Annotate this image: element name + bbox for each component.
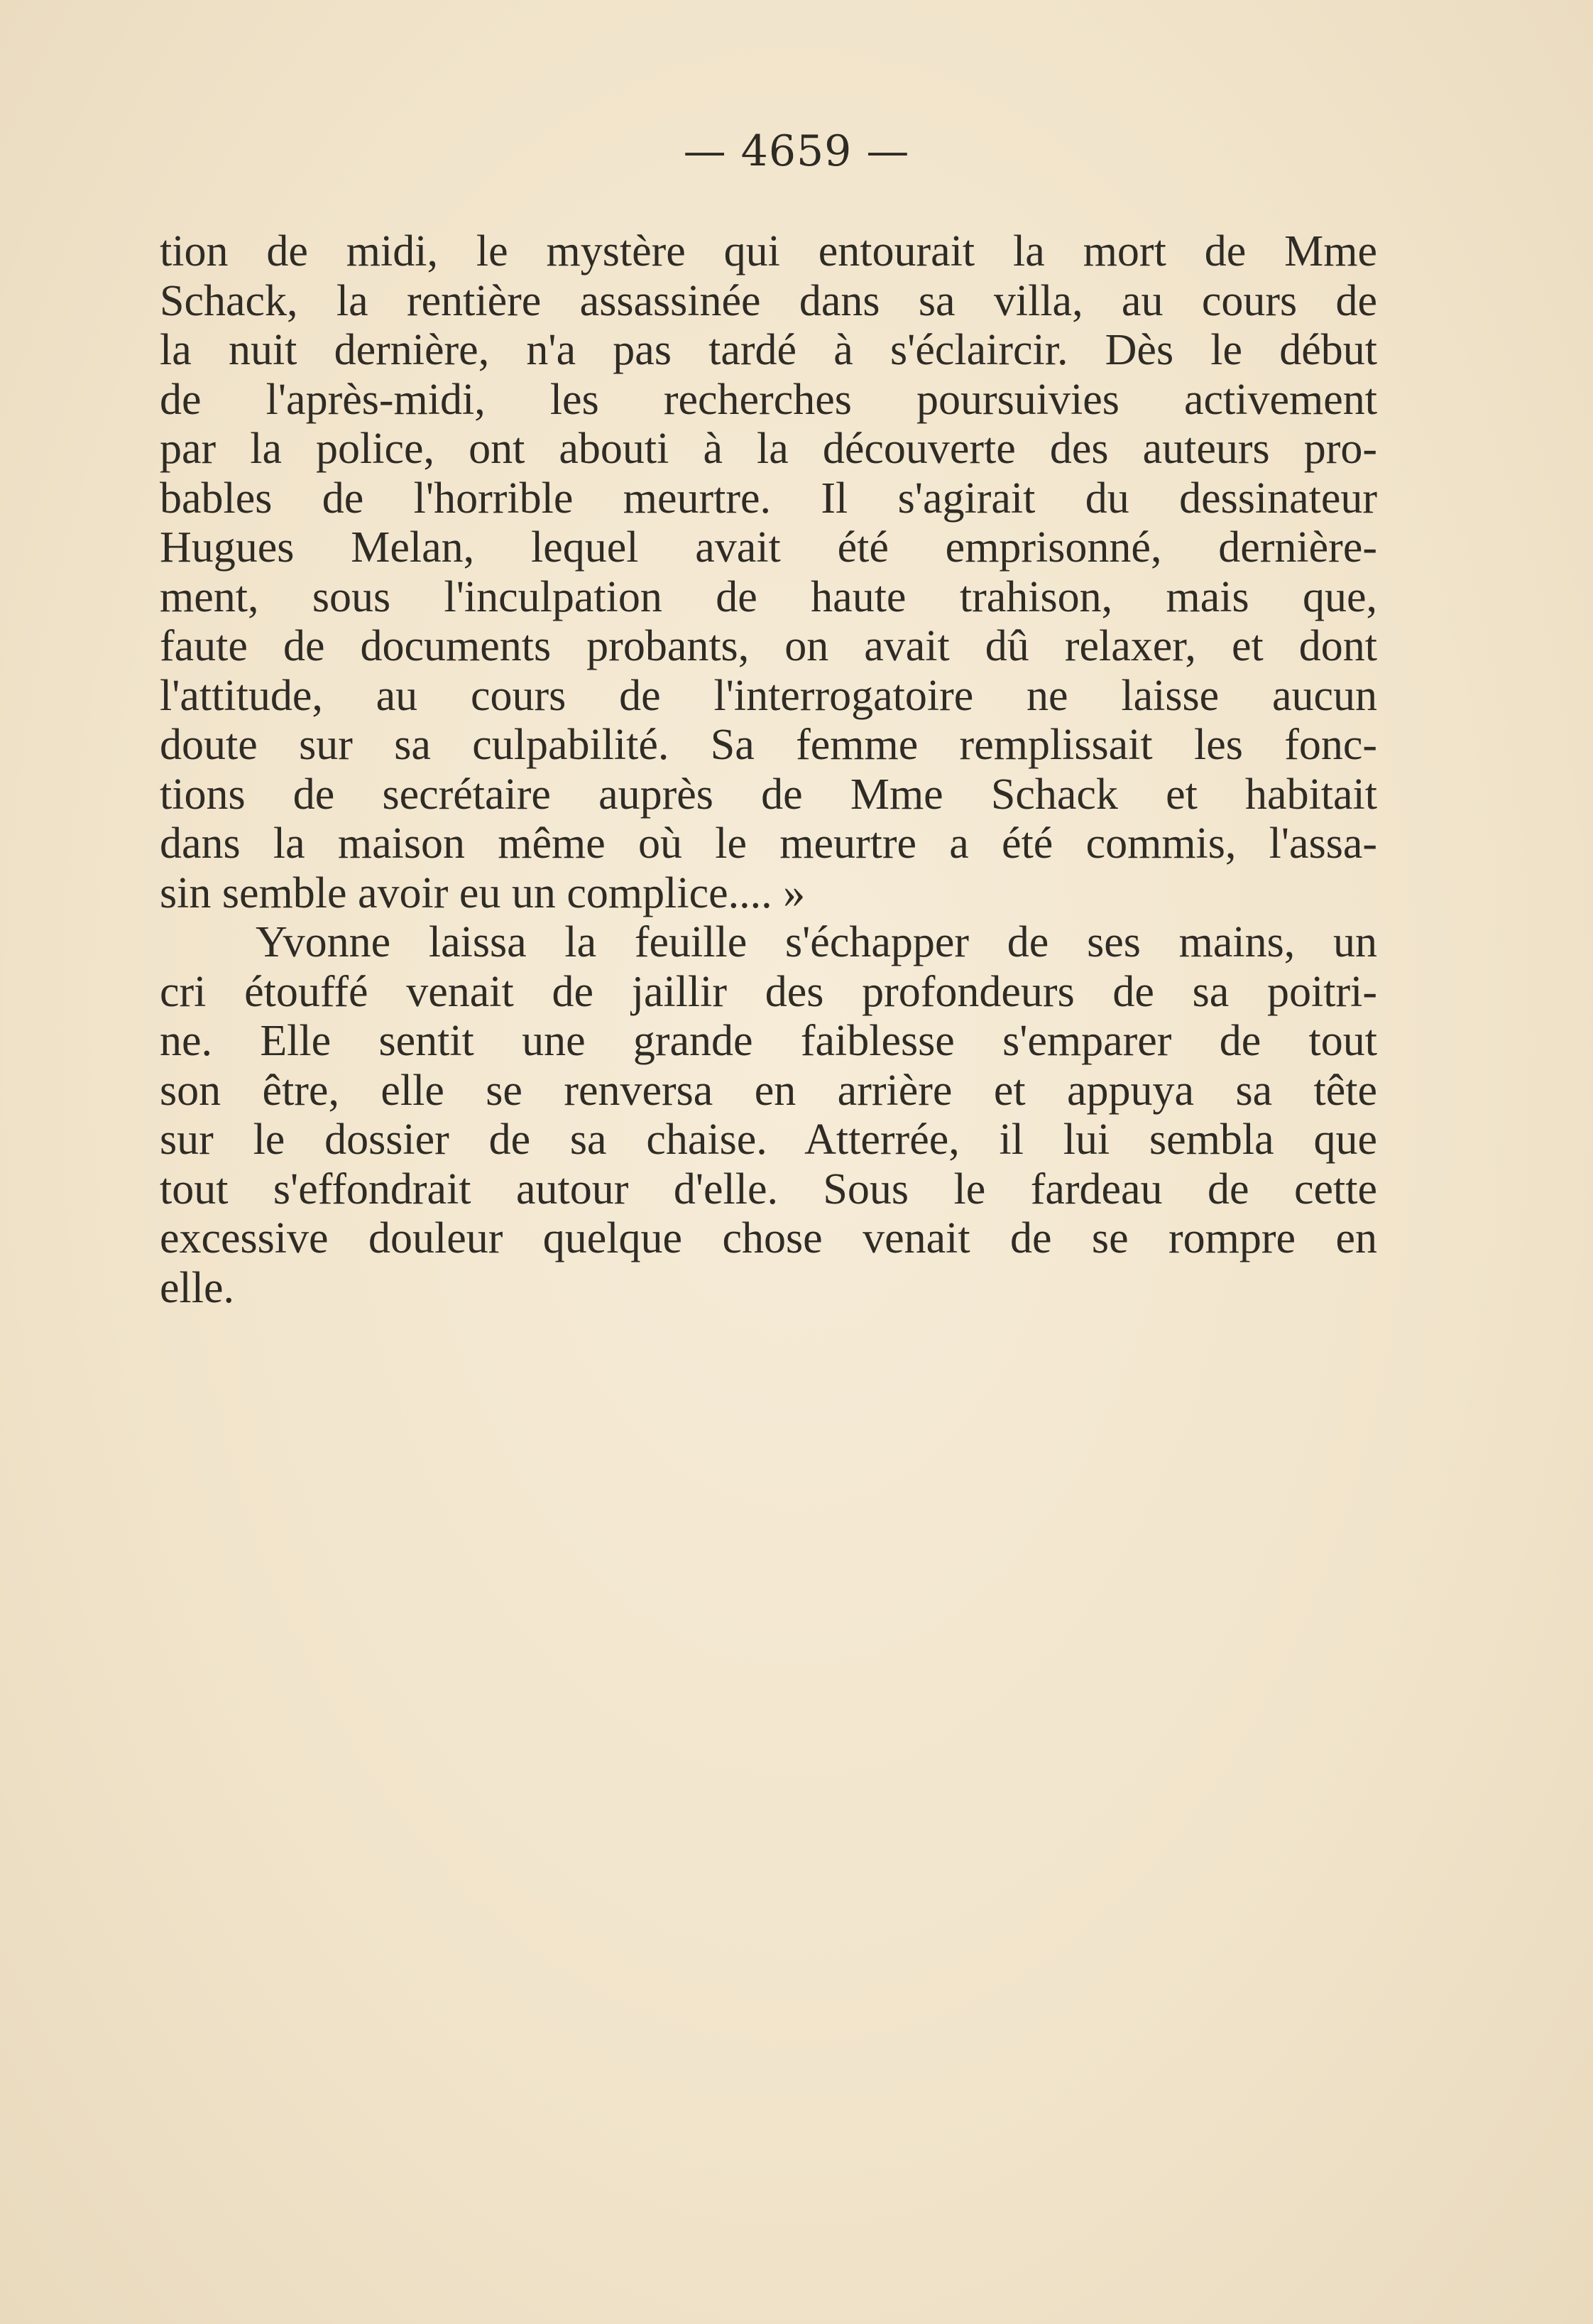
body-text <box>160 227 1377 1313</box>
text-line: faute de documents probants, on avait dû relaxer, et dont <box>160 622 1377 670</box>
text-line: Schack, la rentière assassinée dans sa villa, au cours de <box>160 276 1377 325</box>
text-line: sur le dossier de sa chaise. Atterrée, il lui sembla que <box>160 1115 1377 1164</box>
text-line: tions de secrétaire auprès de Mme Schack et habitait <box>160 770 1377 819</box>
paragraph-1 <box>160 227 1377 918</box>
text-line: excessive douleur quelque chose venait de se rompre en <box>160 1214 1377 1262</box>
text-line: sin semble avoir eu un complice.... » <box>160 868 806 917</box>
text-line: l'attitude, au cours de l'interrogatoire ne laisse aucun <box>160 671 1377 720</box>
text-line: Hugues Melan, lequel avait été emprisonné, dernière- <box>160 523 1377 572</box>
text-line: ne. Elle sentit une grande faiblesse s'emparer de tout <box>160 1017 1377 1065</box>
text-line: ment, sous l'inculpation de haute trahison, mais que, <box>160 572 1377 621</box>
text-line: doute sur sa culpabilité. Sa femme remplissait les fonc- <box>160 721 1377 769</box>
paragraph-2 <box>160 918 1377 1313</box>
text-line: de l'après-midi, les recherches poursuivies activement <box>160 375 1377 424</box>
text-line: elle. <box>160 1263 234 1312</box>
text-line: cri étouffé venait de jaillir des profondeurs de sa poitri- <box>160 967 1377 1016</box>
text-line: Yvonne laissa la feuille s'échapper de ses mains, un <box>256 918 1377 966</box>
text-line: son être, elle se renversa en arrière et appuya sa tête <box>160 1066 1377 1115</box>
text-line: la nuit dernière, n'a pas tardé à s'éclaircir. Dès le début <box>160 326 1377 374</box>
text-line: par la police, ont abouti à la découverte des auteurs pro- <box>160 425 1377 473</box>
page-number: — 4659 — <box>683 126 910 176</box>
text-line: bables de l'horrible meurtre. Il s'agirait du dessinateur <box>160 474 1377 523</box>
text-line: tion de midi, le mystère qui entourait la mort de Mme <box>160 227 1377 276</box>
text-line: dans la maison même où le meurtre a été commis, l'assa- <box>160 819 1377 868</box>
text-line: tout s'effondrait autour d'elle. Sous le fardeau de cette <box>160 1164 1377 1213</box>
